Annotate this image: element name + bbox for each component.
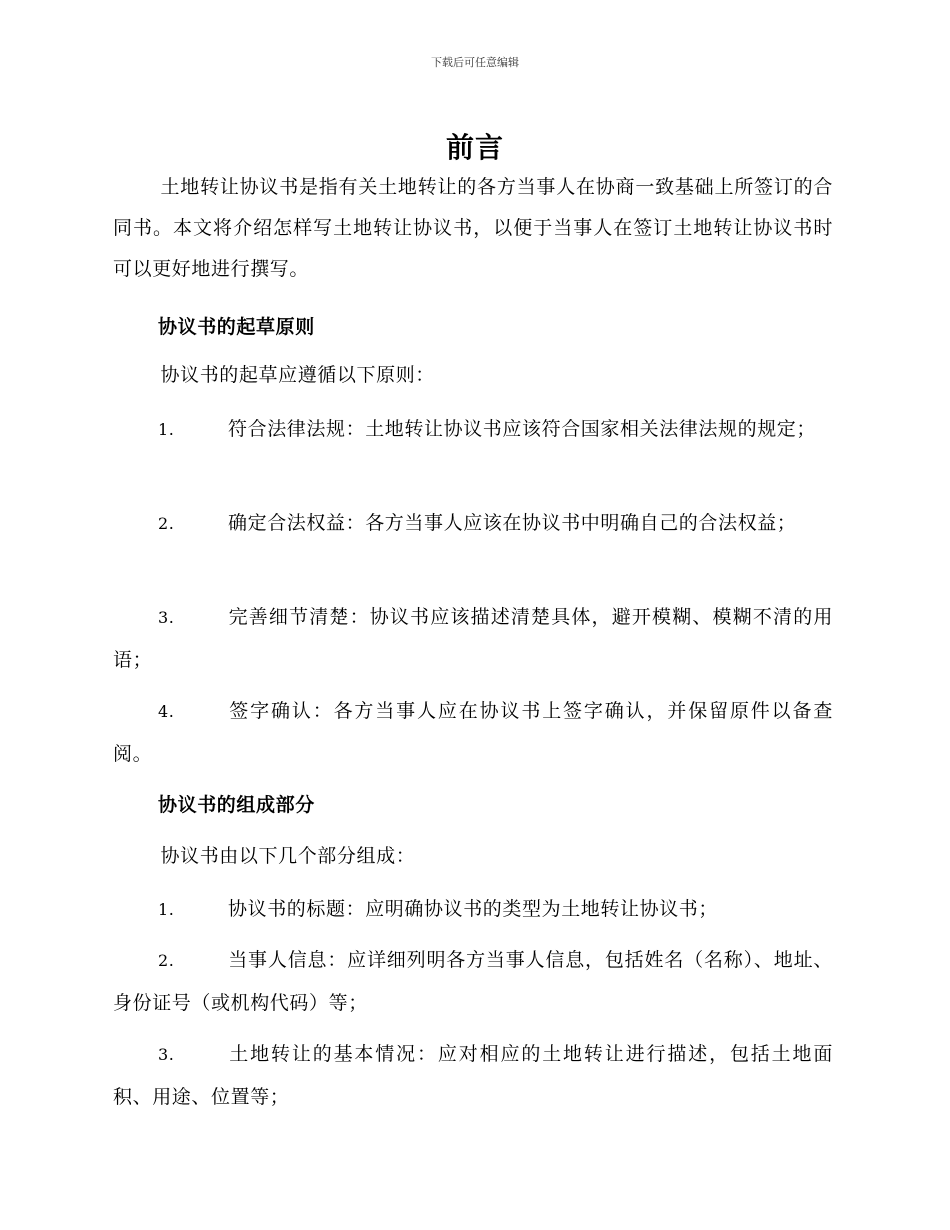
list-item-number: 1. — [158, 900, 175, 919]
list-item — [113, 1033, 833, 1118]
section-lead-drafting-principles: 协议书的起草应遵循以下原则： — [160, 364, 435, 386]
list-item-number: 3. — [158, 608, 175, 627]
section-heading-components: 协议书的组成部分 — [158, 794, 315, 816]
section-heading-drafting-principles: 协议书的起草原则 — [158, 316, 315, 338]
list-item-text: 确定合法权益：各方当事人应该在协议书中明确自己的合法权益； — [228, 512, 797, 534]
intro-paragraph: 土地转让协议书是指有关土地转让的各方当事人在协商一致基础上所签订的合同书。本文将介绍怎样写土地转让协议书，以便于当事人在签订土地转让协议书时可以更好地进行撰写。 — [113, 176, 833, 280]
section-lead-components: 协议书由以下几个部分组成： — [160, 845, 416, 867]
page-header: 下载后可任意编辑 — [431, 56, 519, 69]
list-item — [113, 888, 833, 931]
list-item-text: 完善细节清楚：协议书应该描述清楚具体，避开模糊、模糊不清的用语； — [113, 606, 833, 671]
list-item — [113, 690, 833, 775]
list-item — [113, 408, 833, 451]
list-item — [113, 596, 833, 681]
list-item — [113, 939, 833, 1024]
list-item-number: 1. — [158, 420, 175, 439]
list-item-number: 2. — [158, 951, 175, 970]
list-item-text: 协议书的标题：应明确协议书的类型为土地转让协议书； — [228, 898, 719, 920]
list-item-text: 签字确认：各方当事人应在协议书上签字确认，并保留原件以备查阅。 — [113, 700, 833, 765]
list-item-text: 符合法律法规：土地转让协议书应该符合国家相关法律法规的规定； — [228, 418, 817, 440]
list-item-text: 当事人信息：应详细列明各方当事人信息，包括姓名（名称）、地址、身份证号（或机构代码）等； — [113, 949, 833, 1014]
list-item-number: 4. — [158, 702, 175, 721]
list-item — [113, 502, 833, 545]
list-item-text: 土地转让的基本情况：应对相应的土地转让进行描述，包括土地面积、用途、位置等； — [113, 1043, 833, 1108]
list-item-number: 2. — [158, 514, 175, 533]
page-title: 前言 — [445, 131, 504, 164]
list-item-number: 3. — [158, 1045, 175, 1064]
